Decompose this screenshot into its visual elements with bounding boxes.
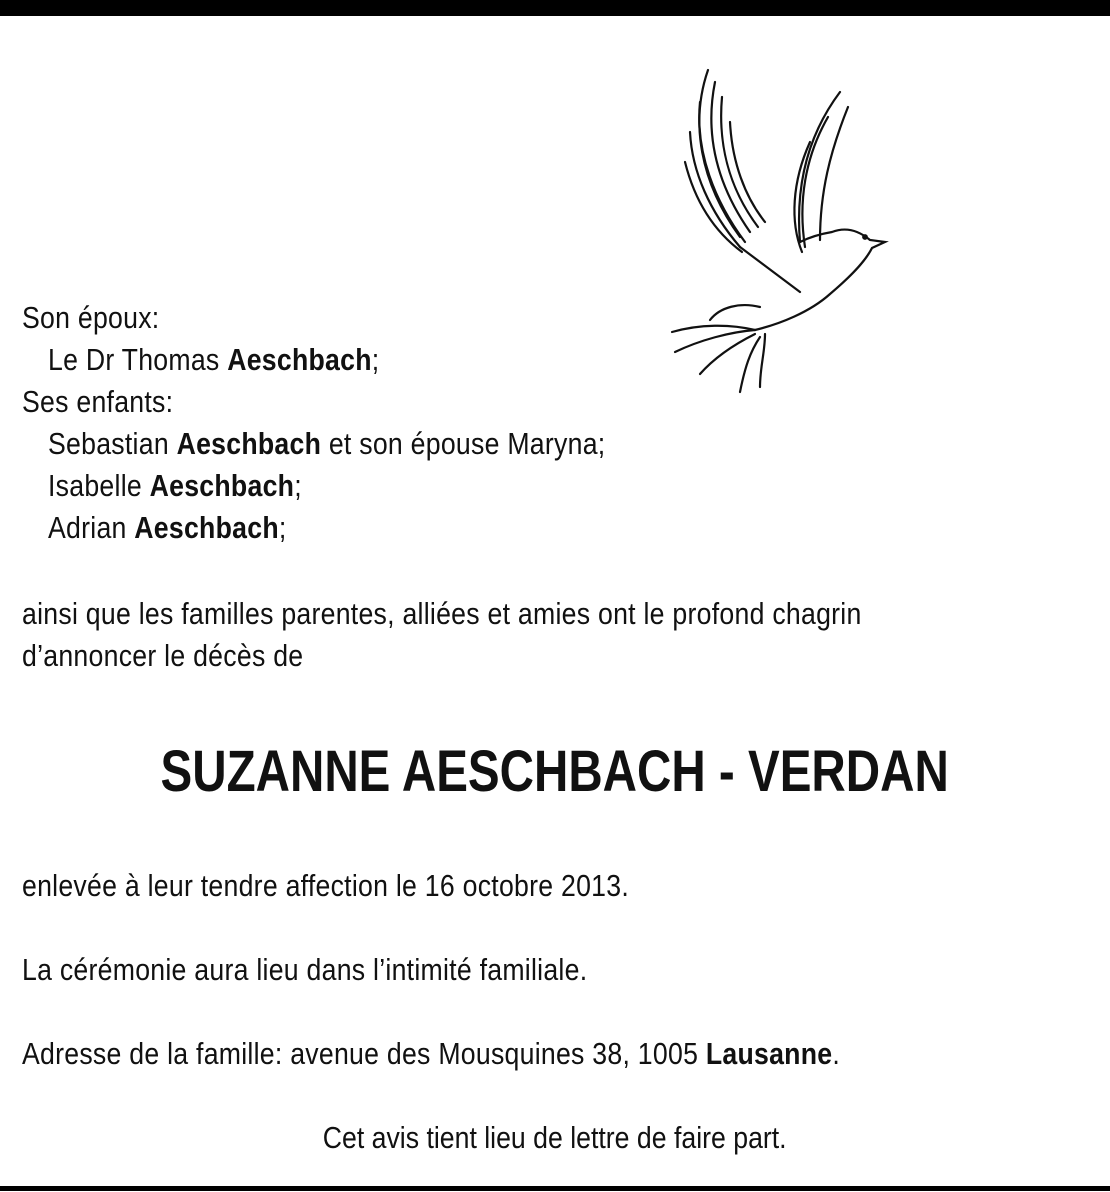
death-date-line: enlevée à leur tendre affection le 16 octobre 2013. xyxy=(22,868,630,903)
child-suffix: ; xyxy=(294,468,302,503)
child-suffix: ; xyxy=(278,510,287,545)
child-surname: Aeschbach xyxy=(134,510,279,545)
address-text: Adresse de la famille: avenue des Mousquines 38, 1005 xyxy=(22,1036,699,1071)
address-line xyxy=(22,1036,840,1072)
announcement-line-2: d’annoncer le décès de xyxy=(22,638,304,673)
child-first-name: Sebastian xyxy=(48,426,169,461)
address-city: Lausanne xyxy=(705,1036,833,1071)
spouse-surname: Aeschbach xyxy=(227,342,372,377)
child-first-name: Adrian xyxy=(48,510,127,545)
child-line xyxy=(48,426,605,462)
child-suffix: et son épouse Maryna; xyxy=(321,426,606,461)
children-label: Ses enfants: xyxy=(22,384,174,419)
child-line xyxy=(48,510,287,546)
closing-line xyxy=(0,1120,1110,1156)
spouse-label: Son époux: xyxy=(22,300,160,335)
child-line xyxy=(48,468,302,504)
deceased-name-text: SUZANNE AESCHBACH - VERDAN xyxy=(160,739,950,804)
top-border xyxy=(0,0,1110,16)
dove-illustration xyxy=(660,62,895,397)
deceased-name xyxy=(0,738,1110,805)
address-end: . xyxy=(832,1036,841,1071)
child-surname: Aeschbach xyxy=(176,426,322,461)
spouse-name: Le Dr Thomas xyxy=(48,342,220,377)
spouse-line: Le Dr Thomas Aeschbach; xyxy=(48,342,380,377)
announcement-line-1: ainsi que les familles parentes, alliées et amies ont le profond chagrin xyxy=(22,596,862,631)
ceremony-line: La cérémonie aura lieu dans l’intimité familiale. xyxy=(22,952,588,987)
child-surname: Aeschbach xyxy=(149,468,295,503)
child-first-name: Isabelle xyxy=(48,468,142,503)
closing-text: Cet avis tient lieu de lettre de faire part. xyxy=(323,1120,787,1155)
bottom-border xyxy=(0,1186,1110,1191)
